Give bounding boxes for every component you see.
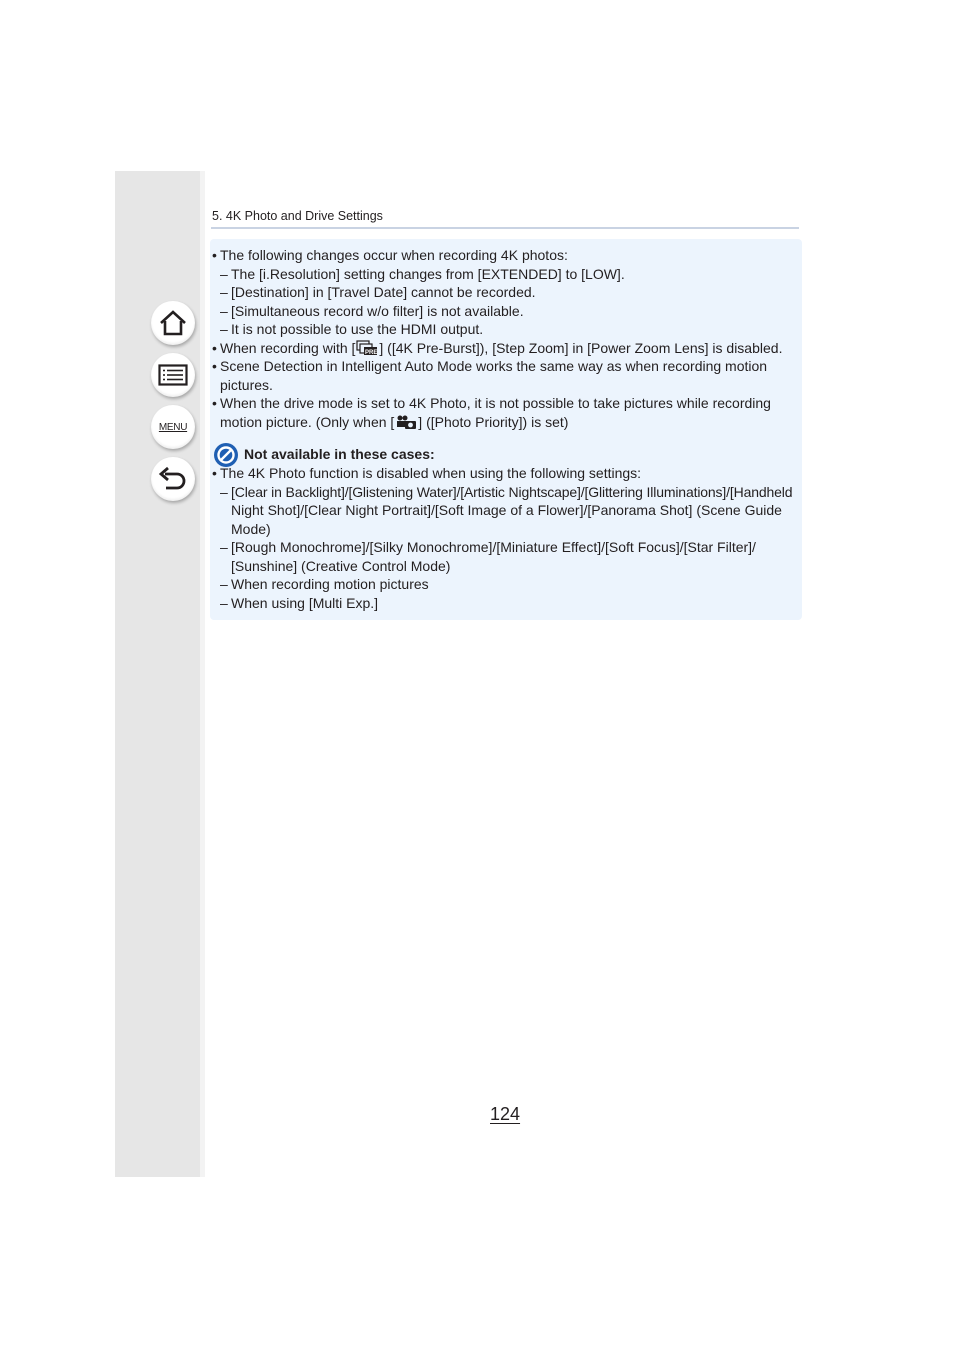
note-bullet: • [212, 340, 217, 356]
home-button[interactable] [151, 301, 195, 345]
note-subitem: [Simultaneous record w/o filter] is not available. [231, 303, 524, 319]
note-text-part: motion picture. (Only when [ [220, 414, 395, 430]
note-bullet: • [212, 247, 217, 263]
note-text: The following changes occur when recording 4K photos: [220, 247, 568, 263]
note-text: The 4K Photo function is disabled when using the following settings: [220, 465, 642, 481]
note-subitem: [Clear in Backlight]/[Glistening Water]/[Artistic Nightscape]/[Glittering Illuminations]/[Handheld [231, 484, 793, 500]
back-arrow-icon [158, 466, 188, 492]
menu-button[interactable] [151, 405, 195, 449]
dash: – [220, 266, 228, 282]
sidebar-edge [200, 171, 205, 1177]
dash: – [220, 484, 228, 500]
dash: – [220, 303, 228, 319]
dash: – [220, 539, 228, 555]
note-bullet: • [212, 465, 217, 481]
note-text-part: ] ([Photo Priority]) is set) [418, 414, 569, 430]
note-subitem: The [i.Resolution] setting changes from [EXTENDED] to [LOW]. [231, 266, 625, 282]
note-bullet: • [212, 358, 217, 374]
note-text-part: When recording with [ [220, 340, 356, 356]
note-text [220, 413, 568, 434]
svg-text:PRE: PRE [365, 350, 378, 356]
note-bullet: • [212, 395, 217, 411]
note-subitem: It is not possible to use the HDMI output. [231, 321, 484, 337]
note-subitem: When using [Multi Exp.] [231, 595, 379, 611]
section-header: 5. 4K Photo and Drive Settings [212, 209, 383, 223]
not-available-title: Not available in these cases: [244, 446, 435, 462]
note-subitem: [Rough Monochrome]/[Silky Monochrome]/[Miniature Effect]/[Soft Focus]/[Star Filter]/ [231, 539, 756, 555]
list-icon [158, 364, 188, 386]
header-divider [211, 227, 799, 229]
note-text: Scene Detection in Intelligent Auto Mode works the same way as when recording motion [220, 358, 768, 374]
menu-label: MENU [158, 421, 188, 433]
dash: – [220, 576, 228, 592]
note-text: When the drive mode is set to 4K Photo, it is not possible to take pictures while recording [220, 395, 771, 411]
note-text-part: ] ([4K Pre-Burst]), [Step Zoom] in [Power Zoom Lens] is disabled. [379, 340, 783, 356]
home-icon [158, 309, 188, 337]
page-number[interactable]: 124 [490, 1104, 521, 1124]
note-subitem: [Sunshine] (Creative Control Mode) [231, 558, 451, 574]
back-button[interactable] [151, 457, 195, 501]
photo-priority-icon [395, 414, 417, 434]
contents-button[interactable] [151, 353, 195, 397]
dash: – [220, 284, 228, 300]
dash: – [220, 595, 228, 611]
note-subitem: When recording motion pictures [231, 576, 429, 592]
note-subitem: [Destination] in [Travel Date] cannot be recorded. [231, 284, 536, 300]
note-subitem: Night Shot]/[Clear Night Portrait]/[Soft Image of a Flower]/[Panorama Shot] (Scene Guide [231, 502, 782, 518]
note-subitem: Mode) [231, 521, 271, 537]
dash: – [220, 321, 228, 337]
note-text: pictures. [220, 377, 273, 393]
